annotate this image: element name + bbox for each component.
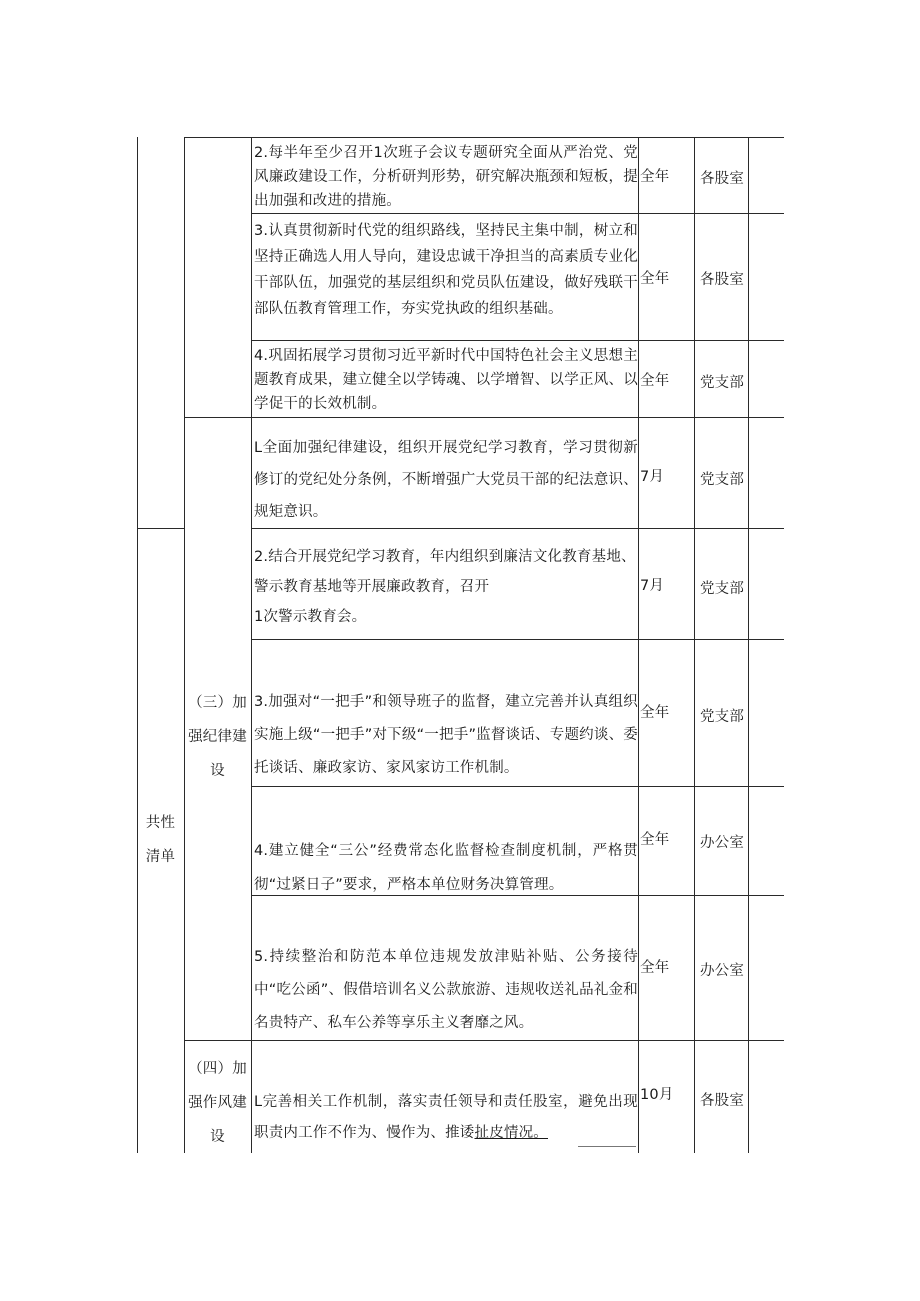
table-row-content: 5.持续整治和防范本单位违规发放津贴补贴、公务接待中“吃公函”、假借培训名义公款旅游、违规收送礼品礼金和名贵特产、私车公养等享乐主义奢靡之风。	[254, 949, 638, 1031]
category-text: 共性清单	[145, 815, 176, 865]
section-text: （三）加强纪律建设	[188, 695, 247, 779]
underline-rule	[578, 1146, 636, 1147]
table-row-time: 7月	[640, 578, 665, 594]
table-row-dept: 办公室	[699, 963, 745, 979]
category-label	[137, 806, 184, 874]
table-row-dept: 党支部	[699, 472, 745, 488]
table-row-time: 全年	[640, 832, 670, 848]
table-row-time: 全年	[640, 271, 670, 287]
table-row-dept: 党支部	[699, 375, 745, 391]
table-row-dept: 各股室	[699, 1093, 745, 1109]
table-row-content: 4.巩固拓展学习贯彻习近平新时代中国特色社会主义思想主题教育成果，建立健全以学铸魂、以学增智、以学正风、以学促干的长效机制。	[254, 348, 638, 412]
table-row-content	[254, 542, 638, 632]
grid-line	[184, 417, 784, 418]
table-row-content: 3.认真贯彻新时代党的组织路线，坚持民主集中制，树立和坚持正确选人用人导向，建设忠诚干净担当的高素质专业化干部队伍，加强党的基层组织和党员队伍建设，做好残联干部队伍教育管理工作，夯实党执政的组织基础。	[254, 223, 638, 317]
section-text: （四）加强作风建设	[188, 1061, 247, 1145]
content-text-underlined: 扯皮情况。	[474, 1125, 548, 1141]
table-row-content: L全面加强纪律建设，组织开展党纪学习教育，学习贯彻新修订的党纪处分条例，不断增强广大党员干部的纪法意识、规矩意识。	[254, 440, 638, 520]
grid-line	[638, 137, 639, 1153]
table-row-time: 全年	[640, 169, 670, 185]
content-line: 1次警示教育会。	[254, 609, 367, 625]
content-text: L完善相关工作机制，落实责任领导和责任股室，避免出现职责内工作不作为、慢作为、推诿	[254, 1094, 638, 1141]
grid-line	[184, 137, 185, 1153]
grid-line	[184, 137, 784, 138]
table-row-time: 10月	[640, 1087, 674, 1103]
table-row-time: 全年	[640, 960, 670, 976]
table-row-dept: 党支部	[699, 709, 745, 725]
grid-line	[694, 137, 695, 1153]
table-row-dept: 办公室	[699, 835, 745, 851]
grid-line	[251, 137, 252, 1153]
grid-line	[251, 213, 784, 214]
table-row-time: 全年	[640, 373, 670, 389]
content-line: 2.结合开展党纪学习教育，年内组织到廉洁文化教育基地、	[254, 549, 636, 565]
grid-line	[137, 528, 184, 529]
table-row-dept: 党支部	[699, 581, 745, 597]
table-row-content: 4.建立健全“三公”经费常态化监督检查制度机制，严格贯彻“过紧日子”要求，严格本单位财务决算管理。	[254, 843, 638, 893]
table-row-content: 2.每半年至少召开1次班子会议专题研究全面从严治党、党风廉政建设工作，分析研判形势，研究解决瓶颈和短板，提出加强和改进的措施。	[254, 145, 638, 209]
grid-line	[251, 340, 784, 341]
grid-line	[137, 137, 138, 1153]
grid-line	[251, 639, 784, 640]
table-row-time: 7月	[640, 469, 665, 485]
table-row-time: 全年	[640, 705, 670, 721]
section-label-style	[184, 1052, 251, 1154]
grid-line	[748, 137, 749, 1153]
grid-line	[184, 1040, 784, 1041]
table-row-content	[254, 1087, 638, 1149]
table-row-dept: 各股室	[699, 272, 745, 288]
content-line: 警示教育基地等开展廉政教育，召开	[254, 579, 490, 595]
section-label-discipline	[184, 686, 251, 788]
grid-line	[251, 528, 784, 529]
grid-line	[251, 786, 784, 787]
table-row-content: 3.加强对“一把手”和领导班子的监督，建立完善并认真组织实施上级“一把手”对下级“一把手”监督谈话、专题约谈、委托谈话、廉政家访、家风家访工作机制。	[254, 694, 638, 776]
table-row-dept: 各股室	[699, 171, 745, 187]
